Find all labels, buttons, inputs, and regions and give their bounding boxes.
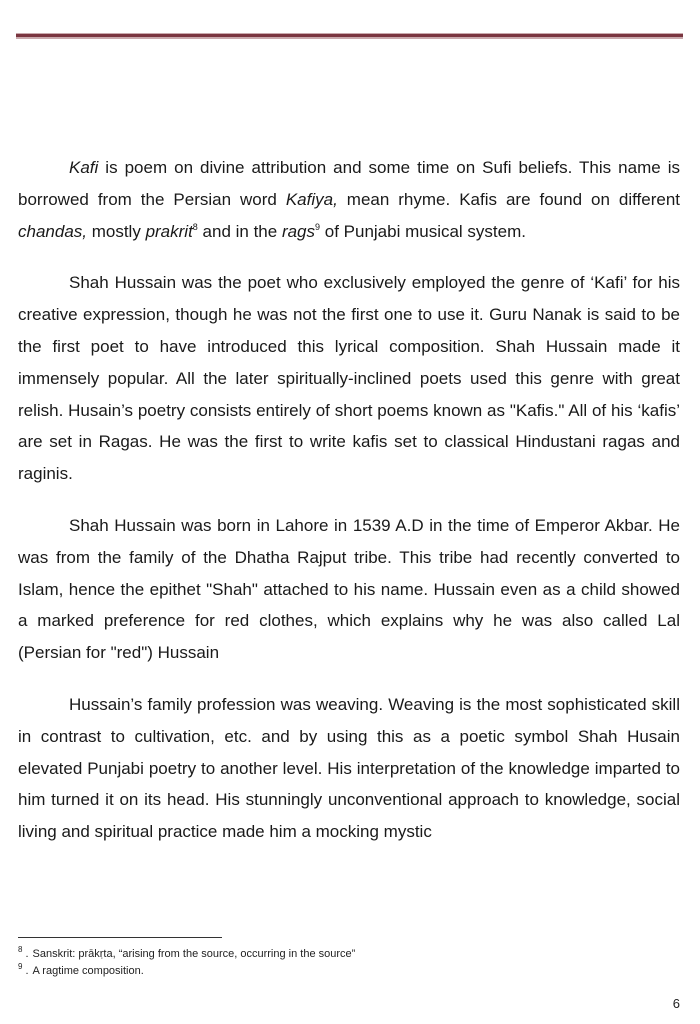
footnote-mark: 8 <box>18 945 23 954</box>
text-span: mostly <box>87 221 146 241</box>
term-chandas: chandas, <box>18 221 87 241</box>
footnote-8 <box>18 946 658 963</box>
header-rule <box>16 33 683 39</box>
term-prakrit: prakrit <box>145 221 193 241</box>
term-kafiya: Kafiya, <box>285 189 338 209</box>
paragraph-weaving: Hussain’s family profession was weaving. Weaving is the most sophisticated skill in contrast to cultivation, etc. and by using this as a poetic symbol Shah Husain elevated Punjabi poetry to another level. His interpretation of the knowledge imparted to him turned it on its head. His stunningly unconventional approach to knowledge, social living and spiritual practice made him a mocking mystic <box>18 694 680 842</box>
paragraph-shah-hussain-birth: Shah Hussain was born in Lahore in 1539 A.D in the time of Emperor Akbar. He was from the family of the Dhatha Rajput tribe. This tribe had recently converted to Islam, hence the epithet "Shah" attached to his name. Hussain even as a child showed a marked preference for red clothes, which explains why he was also called Lal (Persian for "red") Hussain <box>18 515 680 663</box>
text-span: mean rhyme. Kafis are found on different <box>337 189 680 209</box>
page-number: 6 <box>672 996 680 1011</box>
text-span: and in the <box>197 221 282 241</box>
footnote-text: A ragtime composition. <box>32 965 144 977</box>
text-span: is poem on divine attribution and some time on Sufi beliefs. This name is borrowed from the Persian word <box>18 158 680 209</box>
footnotes <box>18 946 658 980</box>
footnote-text: Sanskrit: prākṛta, “arising from the source, occurring in the source” <box>32 948 356 960</box>
footnote-separator: . <box>25 965 29 977</box>
footnote-rule <box>18 937 222 938</box>
footnote-ref-9[interactable]: 9 <box>315 221 321 232</box>
paragraph-kafi-definition <box>18 152 680 247</box>
footnote-separator: . <box>25 948 29 960</box>
body-text <box>18 152 680 868</box>
text-span: of Punjabi musical system. <box>320 221 526 241</box>
term-kafi: Kafi <box>69 158 99 177</box>
footnote-mark: 9 <box>18 962 23 971</box>
paragraph-shah-hussain-genre: Shah Hussain was the poet who exclusively employed the genre of ‘Kafi’ for his creative expression, though he was not the first one to use it. Guru Nanak is said to be the first poet to have introduced this lyrical composition. Shah Hussain made it immensely popular. All the later spiritually-inclined poets used this genre with great relish. Husain’s poetry consists entirely of short poems known as "Kafis." All of his ‘kafis’ are set in Ragas. He was the first to write kafis set to classical Hindustani ragas and raginis. <box>18 273 680 484</box>
footnote-ref-8[interactable]: 8 <box>192 221 198 232</box>
footnote-9 <box>18 963 658 980</box>
term-rags: rags <box>281 221 316 241</box>
